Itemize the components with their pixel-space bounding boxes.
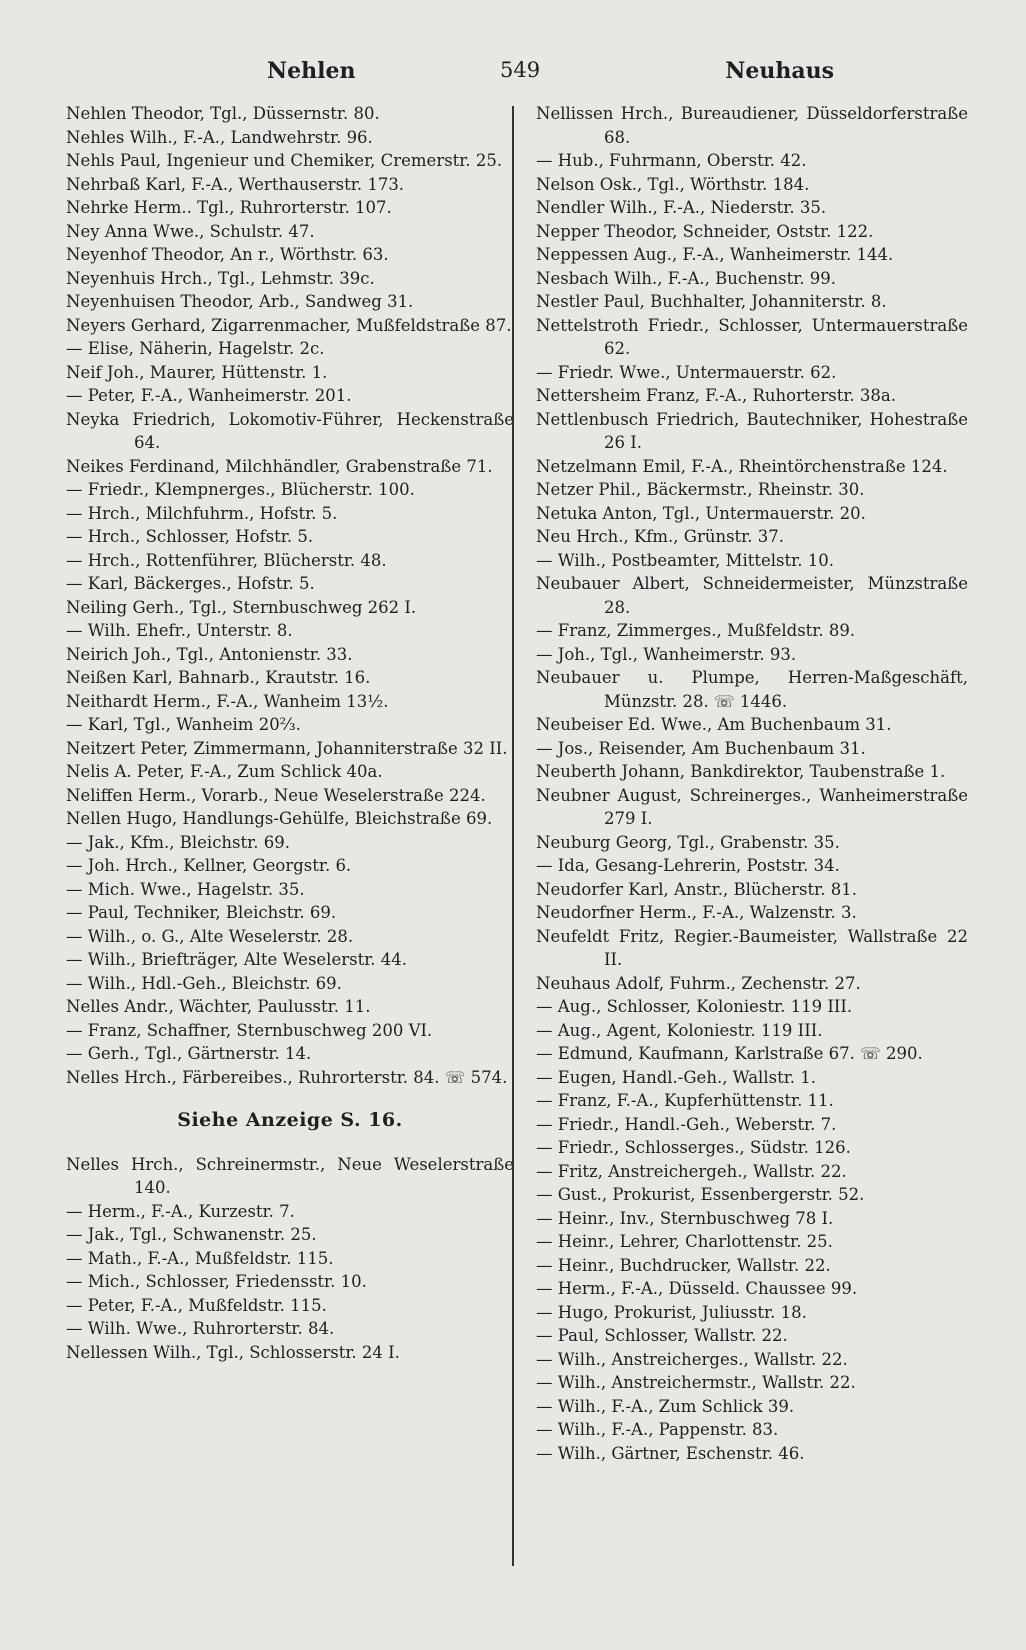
directory-entry: — Friedr., Schlosserges., Südstr. 126. xyxy=(536,1138,851,1157)
directory-entry: Neubner August, Schreinerges., Wanheimerstraße 279 I. xyxy=(536,785,968,828)
directory-entry: Nelson Osk., Tgl., Wörthstr. 184. xyxy=(536,174,810,194)
directory-entry: Nehrke Herm.. Tgl., Ruhrorterstr. 107. xyxy=(66,198,392,217)
directory-entry: — Friedr., Klempnerges., Blücherstr. 100. xyxy=(66,480,415,499)
directory-entry: Neu Hrch., Kfm., Grünstr. 37. xyxy=(536,527,784,546)
directory-entry: Neyenhuisen Theodor, Arb., Sandweg 31. xyxy=(66,292,414,311)
directory-entry: Neyers Gerhard, Zigarrenmacher, Mußfeldstraße 87. xyxy=(66,315,512,335)
directory-entry: Neliffen Herm., Vorarb., Neue Weselerstraße 224. xyxy=(66,785,486,805)
directory-entry: Nepper Theodor, Schneider, Oststr. 122. xyxy=(536,221,874,241)
directory-entry: Nettelstroth Friedr., Schlosser, Untermauerstraße 62. xyxy=(536,315,968,358)
directory-entry: Nesbach Wilh., F.-A., Buchenstr. 99. xyxy=(536,268,837,288)
header-right-keyword: Neuhaus xyxy=(725,58,834,84)
page-number: 549 xyxy=(500,58,541,82)
directory-entry: Neikes Ferdinand, Milchhändler, Grabenstraße 71. xyxy=(66,456,493,476)
left-column xyxy=(66,102,514,1364)
directory-entry: Nelis A. Peter, F.-A., Zum Schlick 40a. xyxy=(66,762,383,781)
directory-entry: Neuberth Johann, Bankdirektor, Taubenstraße 1. xyxy=(536,762,946,781)
directory-entry: — Jos., Reisender, Am Buchenbaum 31. xyxy=(536,738,866,758)
directory-entry: Neudorfner Herm., F.-A., Walzenstr. 3. xyxy=(536,903,857,922)
directory-entry: — Peter, F.-A., Mußfeldstr. 115. xyxy=(66,1295,327,1315)
directory-entry: — Karl, Tgl., Wanheim 20⅔. xyxy=(66,715,301,734)
directory-entry: — Wilh., F.-A., Pappenstr. 83. xyxy=(536,1420,779,1439)
directory-entry: — Aug., Agent, Koloniestr. 119 III. xyxy=(536,1020,823,1040)
directory-entry: — Herm., F.-A., Düsseld. Chaussee 99. xyxy=(536,1279,858,1298)
directory-entry: Nehrbaß Karl, F.-A., Werthauserstr. 173. xyxy=(66,174,405,194)
directory-entry: Nestler Paul, Buchhalter, Johanniterstr. 8. xyxy=(536,292,887,311)
directory-entry: Neyka Friedrich, Lokomotiv-Führer, Heckenstraße 64. xyxy=(66,409,514,452)
directory-entry: Neirich Joh., Tgl., Antonienstr. 33. xyxy=(66,644,353,664)
directory-entry: Neudorfer Karl, Anstr., Blücherstr. 81. xyxy=(536,879,857,899)
directory-entry: — Wilh., Gärtner, Eschenstr. 46. xyxy=(536,1443,805,1463)
advertisement-notice: Siehe Anzeige S. 16. xyxy=(177,1109,403,1131)
directory-entry: Nendler Wilh., F.-A., Niederstr. 35. xyxy=(536,198,827,217)
directory-entry: — Mich., Schlosser, Friedensstr. 10. xyxy=(66,1272,367,1291)
directory-entry: Nelles Hrch., Schreinermstr., Neue Weselerstraße 140. xyxy=(66,1154,514,1197)
directory-entry: — Wilh. Wwe., Ruhrorterstr. 84. xyxy=(66,1319,335,1338)
directory-entry: — Heinr., Inv., Sternbuschweg 78 I. xyxy=(536,1208,834,1228)
directory-entry: — Mich. Wwe., Hagelstr. 35. xyxy=(66,879,305,899)
directory-entry: — Ida, Gesang-Lehrerin, Poststr. 34. xyxy=(536,856,840,875)
directory-entry: Nellen Hugo, Handlungs-Gehülfe, Bleichstraße 69. xyxy=(66,809,493,828)
directory-entry: — Karl, Bäckerges., Hofstr. 5. xyxy=(66,574,315,593)
directory-entry: — Hrch., Rottenführer, Blücherstr. 48. xyxy=(66,550,387,570)
directory-entry: Neif Joh., Maurer, Hüttenstr. 1. xyxy=(66,362,328,382)
directory-entry: — Jak., Tgl., Schwanenstr. 25. xyxy=(66,1225,317,1244)
directory-entry: Nelles Andr., Wächter, Paulusstr. 11. xyxy=(66,997,371,1016)
directory-entry: — Paul, Schlosser, Wallstr. 22. xyxy=(536,1326,788,1345)
directory-entry: — Herm., F.-A., Kurzestr. 7. xyxy=(66,1201,295,1221)
directory-entry: — Wilh., Anstreichermstr., Wallstr. 22. xyxy=(536,1373,856,1392)
directory-entry: Neufeldt Fritz, Regier.-Baumeister, Wallstraße 22 II. xyxy=(536,926,968,969)
directory-entry: Nehls Paul, Ingenieur und Chemiker, Cremerstr. 25. xyxy=(66,151,503,170)
directory-entry: Netzer Phil., Bäckermstr., Rheinstr. 30. xyxy=(536,480,865,499)
directory-entry: — Wilh., o. G., Alte Weselerstr. 28. xyxy=(66,926,354,946)
directory-entry: Nehlen Theodor, Tgl., Düssernstr. 80. xyxy=(66,104,380,123)
directory-entry: Neuburg Georg, Tgl., Grabenstr. 35. xyxy=(536,832,840,852)
directory-entry: Neithardt Herm., F.-A., Wanheim 13½. xyxy=(66,691,389,711)
directory-entry: Neiling Gerh., Tgl., Sternbuschweg 262 I. xyxy=(66,597,417,617)
directory-entry: — Wilh., F.-A., Zum Schlick 39. xyxy=(536,1396,795,1416)
directory-entry: Nellessen Wilh., Tgl., Schlosserstr. 24 I. xyxy=(66,1342,400,1362)
directory-entry: — Edmund, Kaufmann, Karlstraße 67. ☏ 290. xyxy=(536,1044,923,1063)
directory-entry: Netzelmann Emil, F.-A., Rheintörchenstraße 124. xyxy=(536,456,948,476)
directory-entry: Nelles Hrch., Färbereibes., Ruhrorterstr. 84. ☏ 574. xyxy=(66,1067,508,1087)
directory-entry: — Joh., Tgl., Wanheimerstr. 93. xyxy=(536,644,797,664)
directory-entry: Neitzert Peter, Zimmermann, Johanniterstraße 32 II. xyxy=(66,738,508,758)
directory-entry: Neißen Karl, Bahnarb., Krautstr. 16. xyxy=(66,668,371,687)
right-column xyxy=(536,102,968,1465)
header-left-keyword: Nehlen xyxy=(267,58,356,84)
directory-entry: Nehles Wilh., F.-A., Landwehrstr. 96. xyxy=(66,127,373,147)
page-header xyxy=(92,58,954,90)
directory-entry: Nettersheim Franz, F.-A., Ruhorterstr. 38a. xyxy=(536,386,896,405)
directory-entry: — Heinr., Buchdrucker, Wallstr. 22. xyxy=(536,1255,831,1275)
directory-entry: — Friedr. Wwe., Untermauerstr. 62. xyxy=(536,362,837,382)
directory-entry: Nettlenbusch Friedrich, Bautechniker, Hohestraße 26 I. xyxy=(536,409,968,452)
directory-entry: — Elise, Näherin, Hagelstr. 2c. xyxy=(66,339,325,358)
directory-entry: — Gerh., Tgl., Gärtnerstr. 14. xyxy=(66,1044,312,1063)
directory-entry: — Hugo, Prokurist, Juliusstr. 18. xyxy=(536,1302,807,1322)
directory-entry: — Wilh., Hdl.-Geh., Bleichstr. 69. xyxy=(66,973,342,993)
directory-entry: Nellissen Hrch., Bureaudiener, Düsseldorferstraße 68. xyxy=(536,104,968,147)
directory-entry: — Paul, Techniker, Bleichstr. 69. xyxy=(66,903,337,922)
directory-entry: Neppessen Aug., F.-A., Wanheimerstr. 144. xyxy=(536,245,894,264)
directory-entry: Neubauer Albert, Schneidermeister, Münzstraße 28. xyxy=(536,574,968,617)
directory-entry: Neubeiser Ed. Wwe., Am Buchenbaum 31. xyxy=(536,715,892,734)
directory-entry: — Franz, Schaffner, Sternbuschweg 200 VI. xyxy=(66,1020,433,1040)
directory-entry: — Wilh., Anstreicherges., Wallstr. 22. xyxy=(536,1349,848,1369)
directory-entry: — Hrch., Schlosser, Hofstr. 5. xyxy=(66,527,314,546)
directory-entry: — Hub., Fuhrmann, Oberstr. 42. xyxy=(536,151,807,170)
directory-entry: — Wilh. Ehefr., Unterstr. 8. xyxy=(66,621,293,640)
directory-entry: — Franz, Zimmerges., Mußfeldstr. 89. xyxy=(536,621,856,640)
directory-entry: — Gust., Prokurist, Essenbergerstr. 52. xyxy=(536,1185,865,1204)
directory-entry: Ney Anna Wwe., Schulstr. 47. xyxy=(66,221,315,241)
directory-entry: — Aug., Schlosser, Koloniestr. 119 III. xyxy=(536,997,853,1016)
directory-entry: — Heinr., Lehrer, Charlottenstr. 25. xyxy=(536,1232,833,1251)
directory-entry: — Joh. Hrch., Kellner, Georgstr. 6. xyxy=(66,856,352,875)
directory-entry: Neubauer u. Plumpe, Herren-Maßgeschäft, Münzstr. 28. ☏ 1446. xyxy=(536,668,968,711)
directory-entry: Netuka Anton, Tgl., Untermauerstr. 20. xyxy=(536,503,866,523)
directory-entry: — Wilh., Postbeamter, Mittelstr. 10. xyxy=(536,550,834,570)
directory-entry: — Peter, F.-A., Wanheimerstr. 201. xyxy=(66,386,352,405)
directory-entry: — Wilh., Briefträger, Alte Weselerstr. 44. xyxy=(66,950,408,969)
directory-entry: — Fritz, Anstreichergeh., Wallstr. 22. xyxy=(536,1161,847,1181)
directory-entry: — Friedr., Handl.-Geh., Weberstr. 7. xyxy=(536,1114,837,1134)
directory-entry: — Eugen, Handl.-Geh., Wallstr. 1. xyxy=(536,1067,817,1087)
directory-entry: — Math., F.-A., Mußfeldstr. 115. xyxy=(66,1248,334,1268)
directory-entry: Neyenhof Theodor, An r., Wörthstr. 63. xyxy=(66,245,389,264)
directory-entry: — Hrch., Milchfuhrm., Hofstr. 5. xyxy=(66,503,338,523)
directory-entry: Neyenhuis Hrch., Tgl., Lehmstr. 39c. xyxy=(66,268,375,288)
directory-entry: Neuhaus Adolf, Fuhrm., Zechenstr. 27. xyxy=(536,973,861,993)
directory-entry: — Jak., Kfm., Bleichstr. 69. xyxy=(66,832,290,852)
directory-entry: — Franz, F.-A., Kupferhüttenstr. 11. xyxy=(536,1091,834,1110)
